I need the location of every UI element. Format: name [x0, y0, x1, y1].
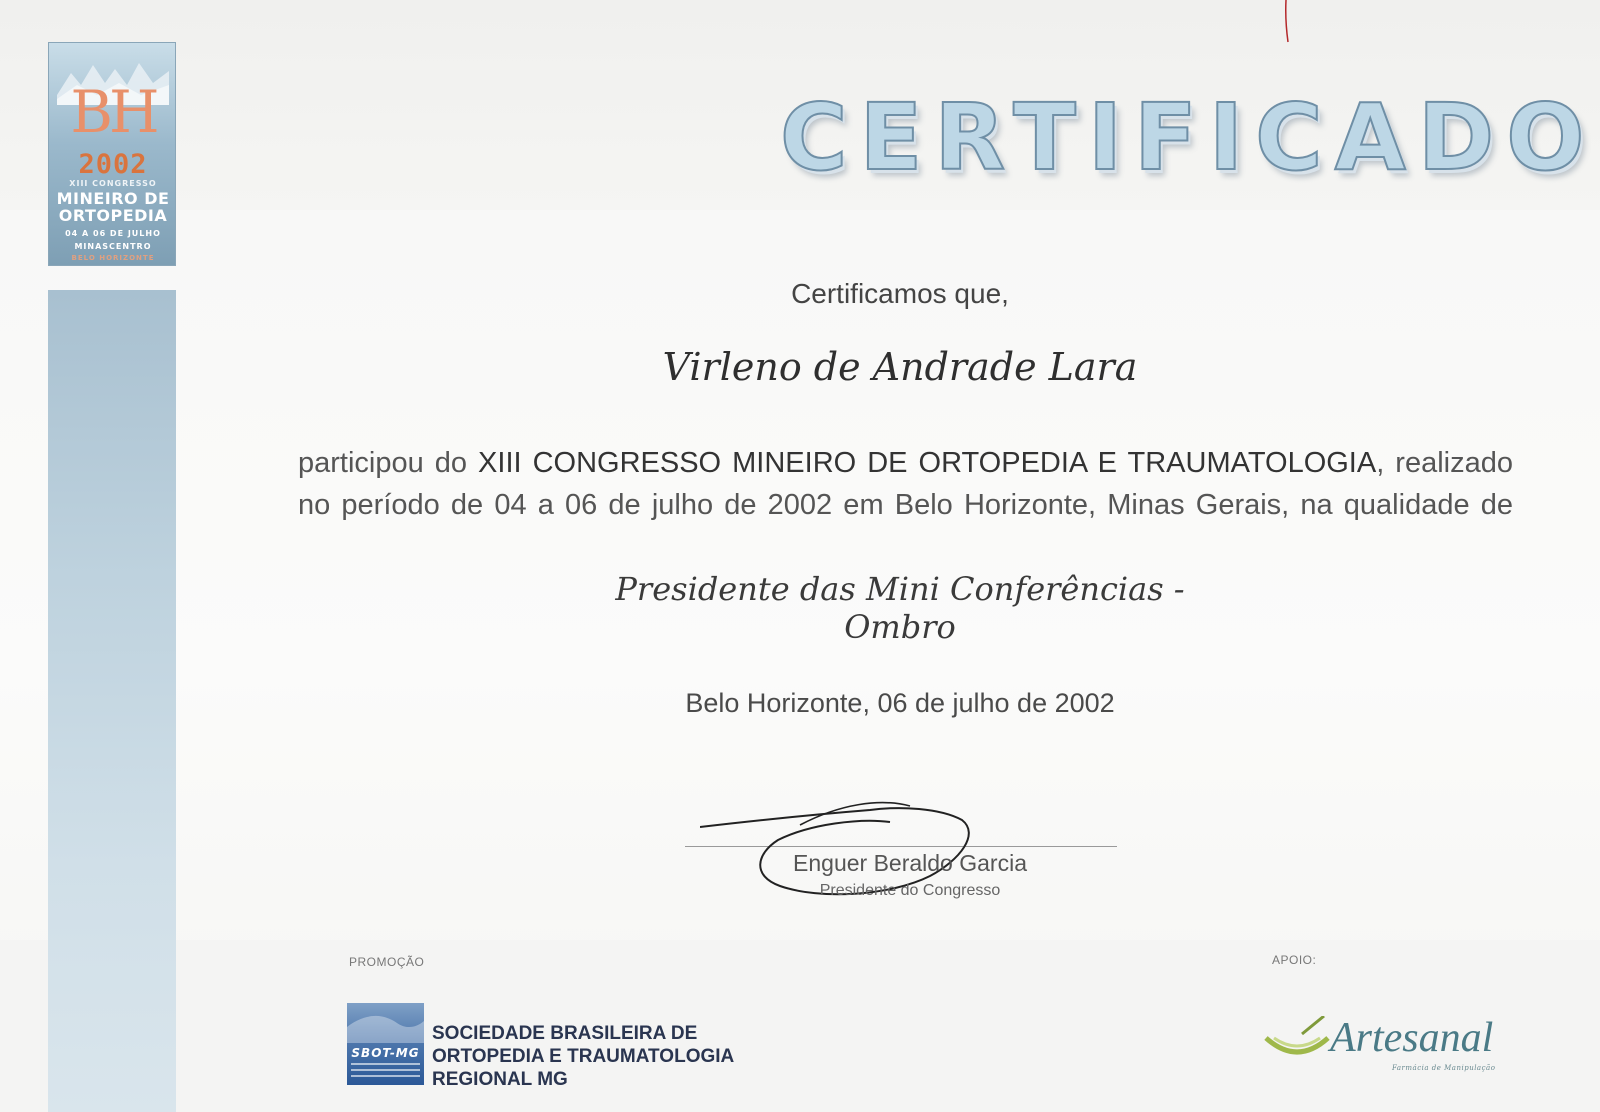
- certificate-title: CERTIFICADO: [780, 84, 1597, 191]
- supporter-name: Artesanal: [1330, 1015, 1494, 1061]
- sbot-mg-logo: [347, 1003, 424, 1085]
- promoter-name: [432, 1022, 734, 1091]
- support-label: APOIO:: [1272, 953, 1317, 967]
- recipient-name: Virleno de Andrade Lara: [662, 345, 1138, 389]
- mortar-bowl-icon: [1262, 1016, 1332, 1066]
- body-part1: participou do: [298, 447, 479, 479]
- congress-name: XIII CONGRESSO MINEIRO DE ORTOPEDIA E TRAUMATOLOGIA: [478, 447, 1377, 479]
- place-and-date: Belo Horizonte, 06 de julho de 2002: [685, 688, 1115, 718]
- badge-name-line2: ORTOPEDIA: [58, 206, 168, 225]
- promotion-label: PROMOÇÃO: [349, 955, 425, 969]
- badge-dates: 04 A 06 DE JULHO: [65, 229, 161, 238]
- badge-edition: XIII CONGRESSO: [69, 179, 157, 188]
- event-logo-badge: [48, 42, 176, 266]
- badge-year: 2002: [78, 149, 148, 180]
- badge-city-full: BELO HORIZONTE: [71, 254, 155, 262]
- body-part2: , realizado no período de 04 a 06 de julho de 2002 em Belo Horizonte, Minas Gerais, na qualidade de: [298, 447, 1513, 521]
- promoter-line1: SOCIEDADE BRASILEIRA DE: [432, 1023, 698, 1044]
- supporter-tagline: Farmácia de Manipulação: [1392, 1064, 1496, 1072]
- certification-intro: Certificamos que,: [791, 278, 1009, 309]
- badge-venue: MINASCENTRO: [74, 242, 152, 251]
- signer-name: Enguer Beraldo Garcia: [793, 850, 1027, 876]
- badge-name-line1: MINEIRO DE: [56, 189, 170, 208]
- decorative-side-stripe: [48, 290, 176, 1112]
- pen-mark: [1284, 0, 1290, 44]
- signer-title: Presidente do Congresso: [819, 882, 1001, 899]
- promoter-line2: ORTOPEDIA E TRAUMATOLOGIA: [432, 1046, 735, 1067]
- participation-role: Presidente das Mini Conferências - Ombro: [615, 570, 1185, 646]
- badge-city: BH: [70, 78, 156, 146]
- artesanal-logo: [1262, 1010, 1522, 1080]
- logo-text-lines: [351, 1063, 420, 1081]
- certificate-body-paragraph: [298, 442, 1513, 526]
- wave-icon: [347, 1003, 424, 1043]
- sbot-logo-text: SBOT-MG: [351, 1046, 420, 1060]
- promoter-line3: REGIONAL MG: [432, 1069, 568, 1090]
